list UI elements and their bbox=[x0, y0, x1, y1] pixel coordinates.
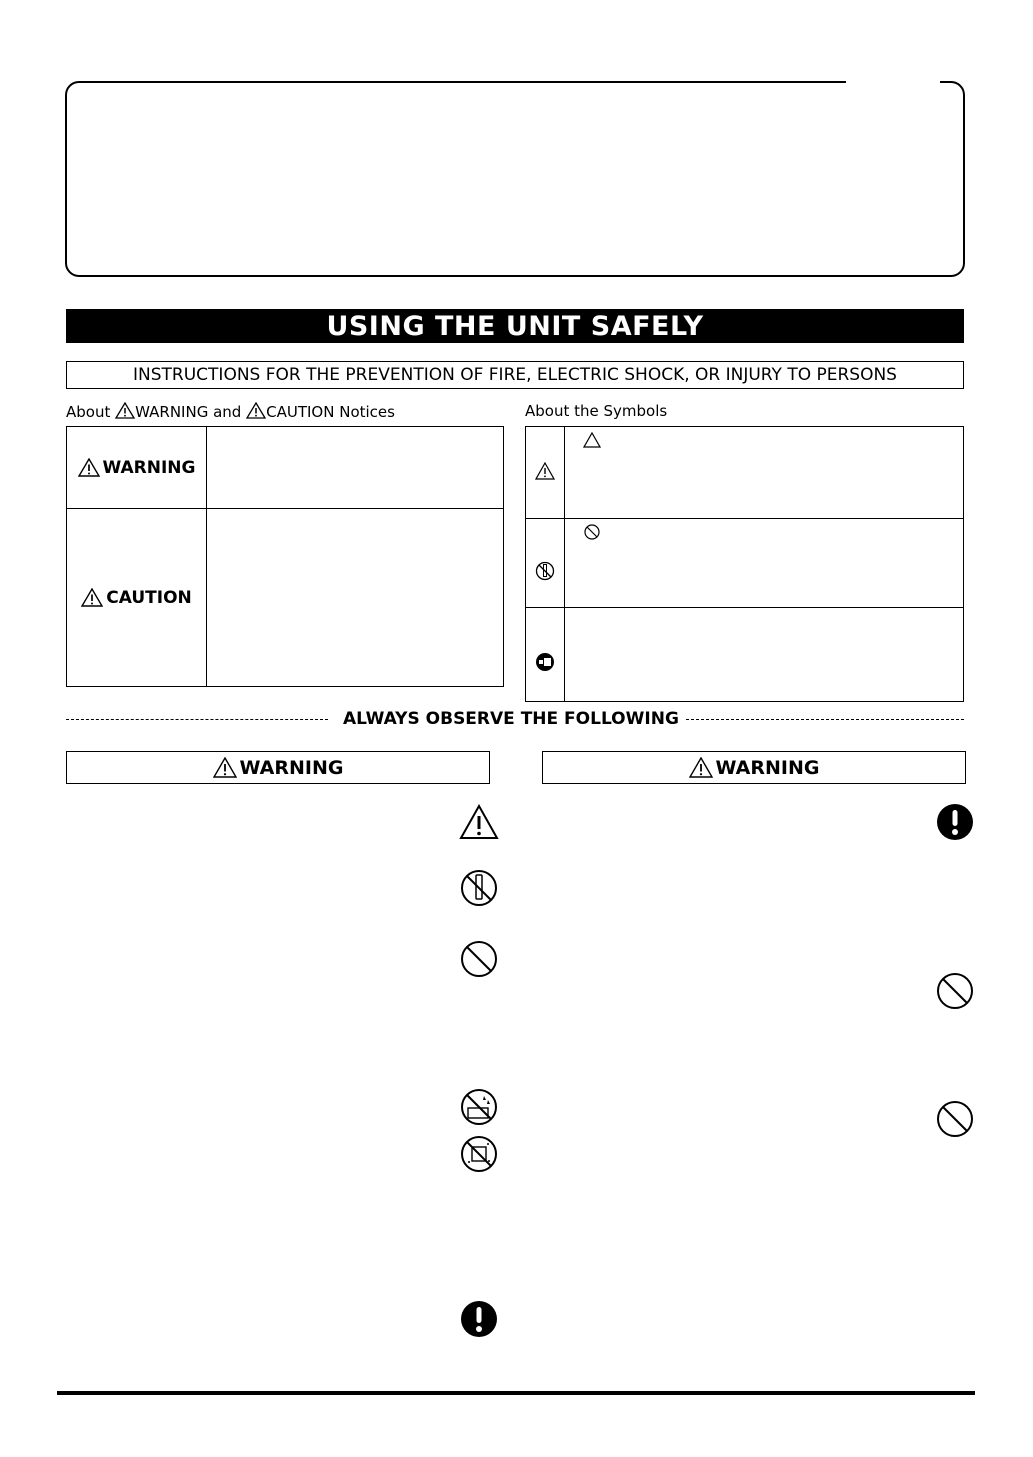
notice-warning-text: WARNING bbox=[102, 457, 196, 478]
warning-triangle-icon bbox=[246, 402, 266, 419]
mandatory-action-icon bbox=[936, 803, 974, 841]
prohibition-icon bbox=[936, 972, 974, 1010]
notices-table bbox=[66, 426, 504, 687]
symbols-table bbox=[525, 426, 964, 702]
observe-heading: ALWAYS OBSERVE THE FOLLOWING bbox=[343, 709, 679, 729]
notice-warning-label bbox=[67, 427, 207, 508]
symbol-column bbox=[526, 608, 565, 701]
symbol-column bbox=[526, 519, 565, 607]
do-not-disassemble-icon bbox=[460, 869, 498, 907]
notice-caution-label bbox=[67, 509, 207, 686]
notices-heading bbox=[66, 402, 395, 421]
notice-row-caution bbox=[67, 509, 503, 686]
symbol-column bbox=[526, 427, 565, 518]
symbol-row-unplug bbox=[526, 608, 963, 701]
warning-triangle-icon bbox=[689, 757, 713, 778]
notice-frame bbox=[65, 81, 965, 277]
warning-heading-left bbox=[66, 751, 490, 784]
notices-heading-warning: WARNING bbox=[135, 403, 209, 421]
frame-gap bbox=[846, 76, 940, 86]
warning-triangle-icon bbox=[115, 402, 135, 419]
warning-heading-left-text: WARNING bbox=[239, 756, 344, 779]
notice-row-warning bbox=[67, 427, 503, 509]
notices-heading-caution: CAUTION bbox=[266, 403, 335, 421]
notice-caution-text: CAUTION bbox=[106, 587, 192, 608]
notices-heading-and: and bbox=[213, 403, 242, 421]
symbol-row-prohibit bbox=[526, 519, 963, 608]
warning-triangle-icon bbox=[81, 588, 103, 607]
warning-heading-right-text: WARNING bbox=[715, 756, 820, 779]
prohibition-icon bbox=[460, 940, 498, 978]
warning-triangle-icon bbox=[213, 757, 237, 778]
warning-triangle-icon bbox=[459, 804, 499, 840]
warning-triangle-icon bbox=[78, 458, 100, 477]
instructions-heading: INSTRUCTIONS FOR THE PREVENTION OF FIRE, ELECTRIC SHOCK, OR INJURY TO PERSONS bbox=[66, 361, 964, 389]
do-not-disassemble-icon bbox=[535, 561, 555, 581]
unplug-icon bbox=[535, 652, 555, 672]
warning-heading-right bbox=[542, 751, 966, 784]
small-triangle-icon bbox=[583, 432, 601, 448]
no-water-icon bbox=[460, 1088, 498, 1126]
prohibition-icon bbox=[936, 1100, 974, 1138]
dashed-divider-left bbox=[66, 719, 328, 720]
small-prohibition-icon bbox=[584, 524, 600, 540]
notices-heading-about: About bbox=[66, 403, 111, 421]
page-title: USING THE UNIT SAFELY bbox=[66, 309, 964, 343]
no-liquids-icon bbox=[460, 1135, 498, 1173]
notices-heading-notices: Notices bbox=[339, 403, 395, 421]
symbols-heading: About the Symbols bbox=[525, 402, 668, 420]
dashed-divider-right bbox=[686, 719, 964, 720]
symbol-row-triangle bbox=[526, 427, 963, 519]
warning-triangle-icon bbox=[535, 462, 555, 480]
bottom-rule bbox=[57, 1391, 975, 1395]
mandatory-action-icon bbox=[460, 1300, 498, 1338]
